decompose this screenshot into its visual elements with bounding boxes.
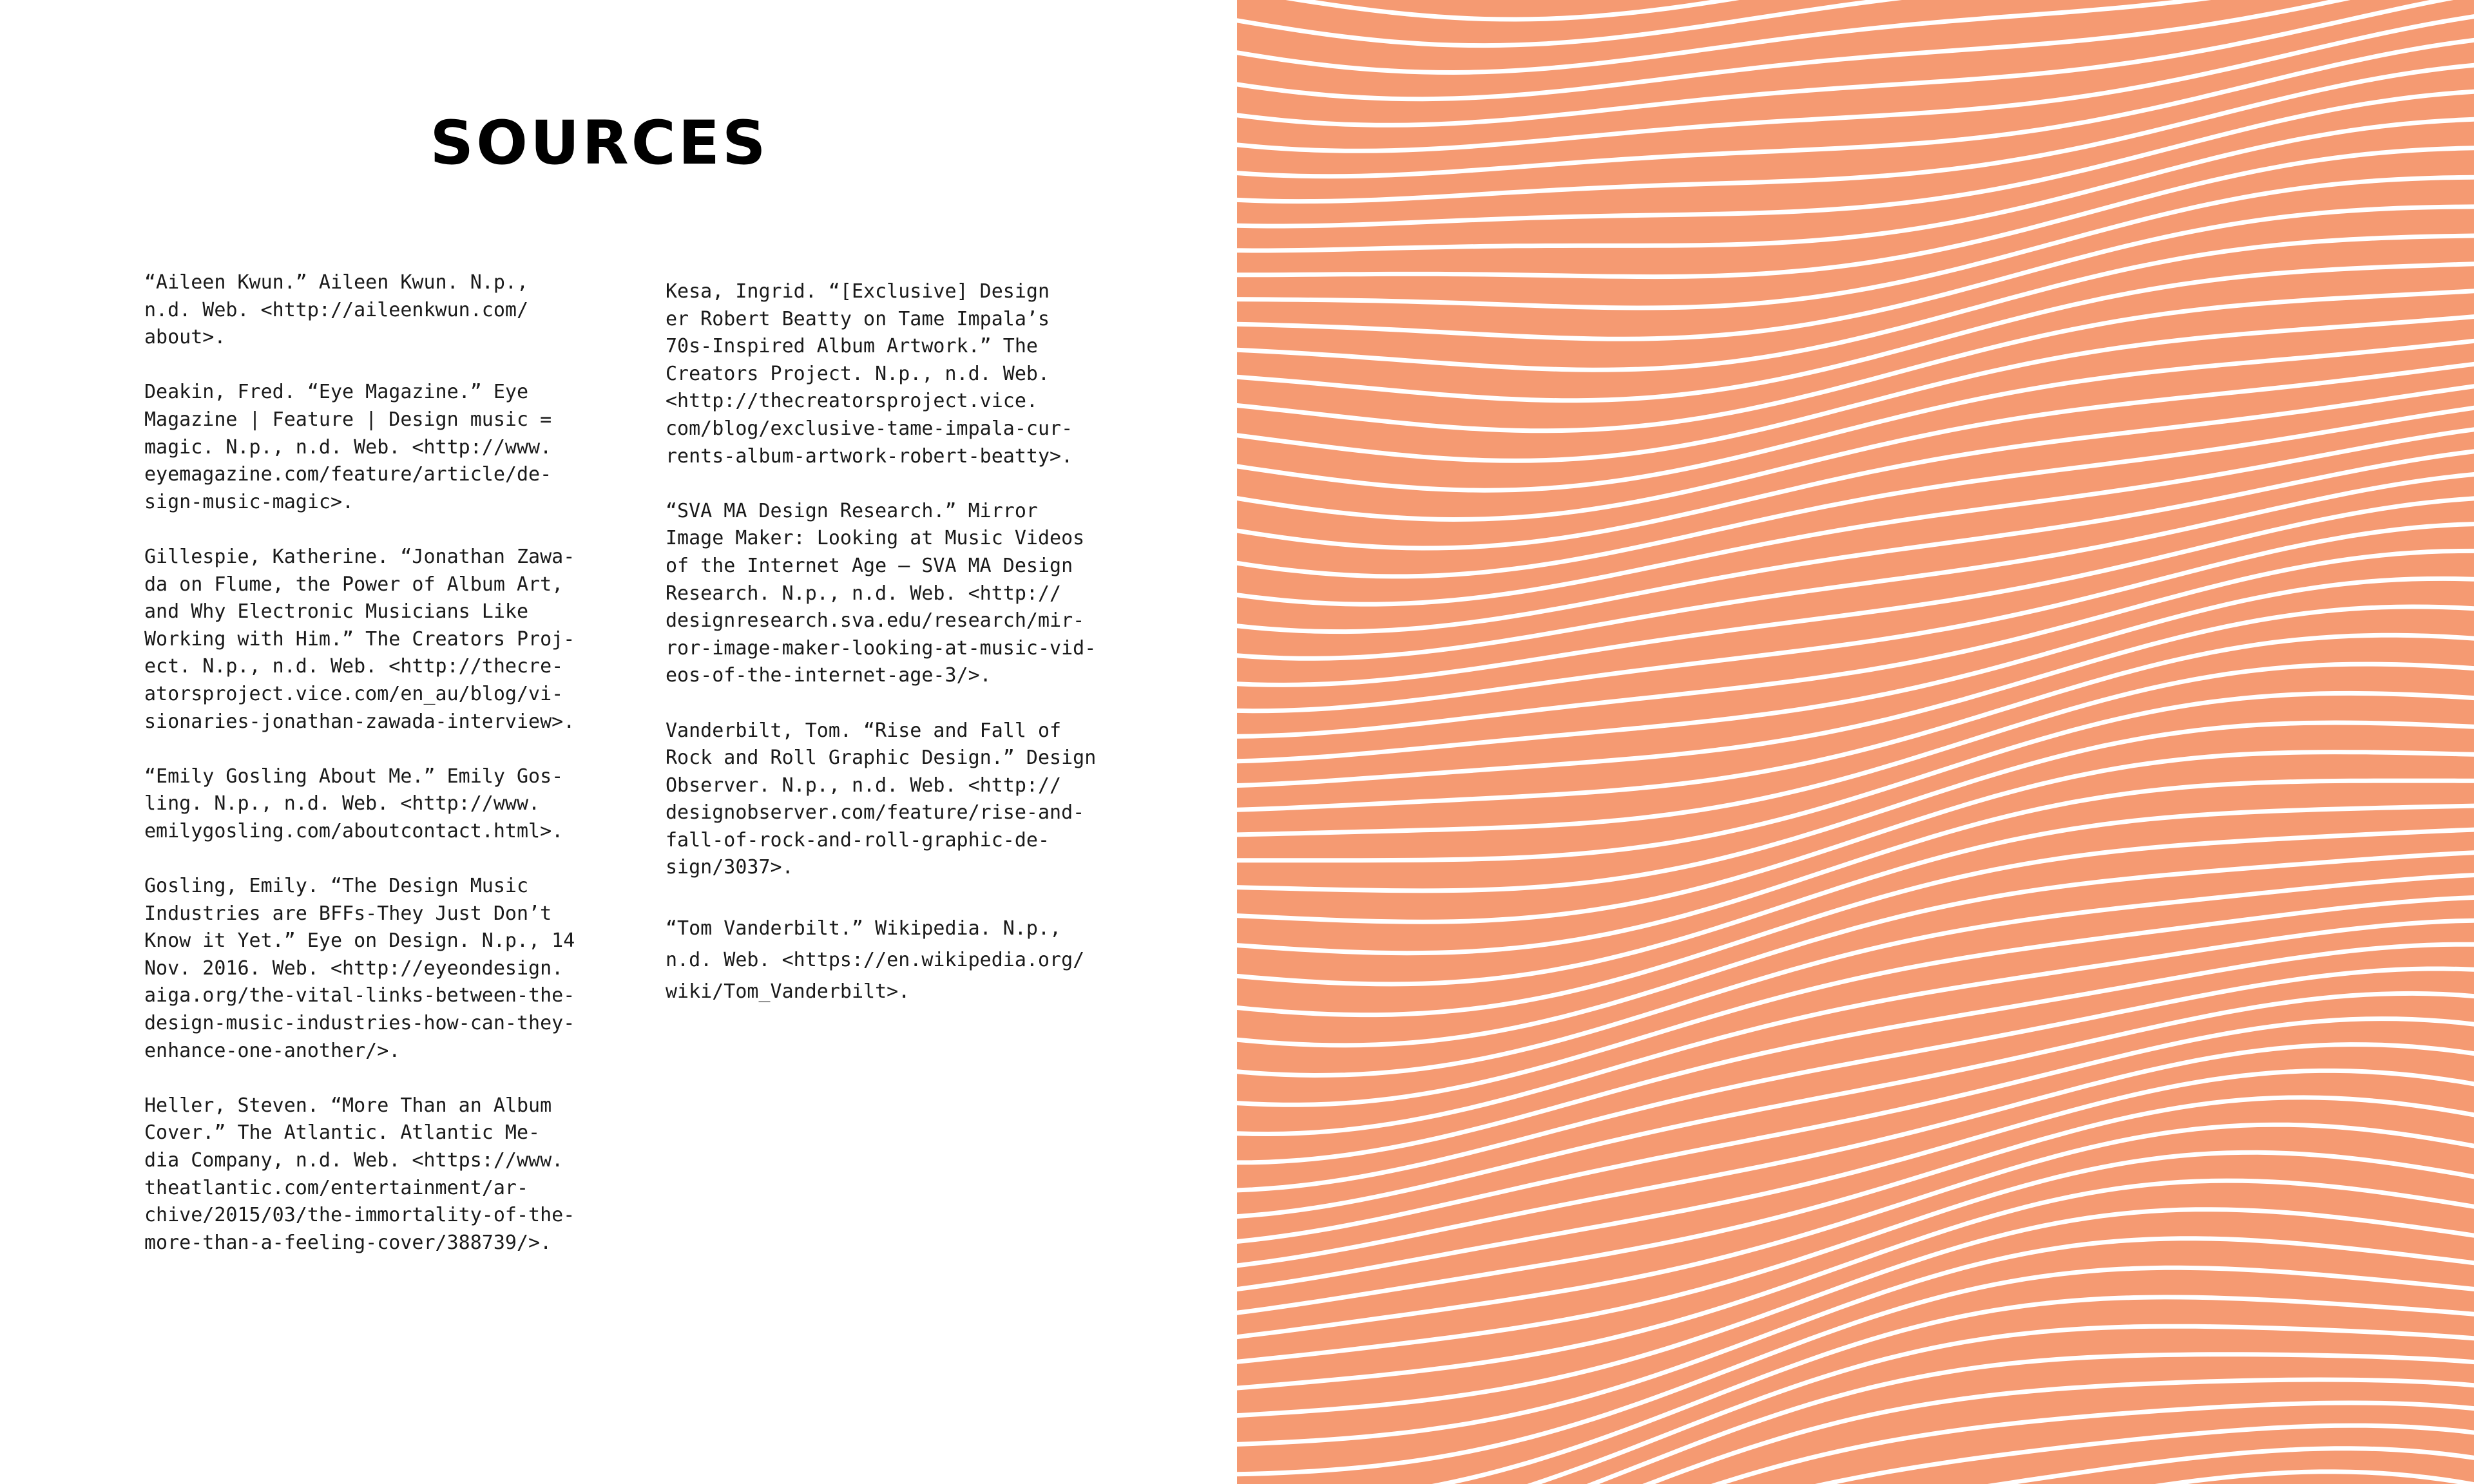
sources-column-right	[666, 278, 1142, 1035]
wave-lines-artwork	[1237, 0, 2474, 1484]
citation-gillespie-katherine: Gillespie, Katherine. “Jonathan Zawa- da on Flume, the Power of Album Art, and Why Electronic Musicians Like Working with Him.” The Creators Proj- ect. N.p., n.d. Web. <http://thecre- atorsproject.vice.com/en_au/blog/vi- sionaries-jonathan-zawada-interview>.	[144, 545, 575, 733]
citation-kesa-ingrid: Kesa, Ingrid. “[Exclusive] Design er Robert Beatty on Tame Impala’s 70s-Inspired Album Artwork.” The Creators Project. N.p., n.d. Web. <http://thecreatorsproject.vice. com/blog/exclusive-tame-impala-cur- rents-album-artwork-robert-beatty>.	[666, 280, 1073, 468]
citation-deakin-fred: Deakin, Fred. “Eye Magazine.” Eye Magazine | Feature | Design music = magic. N.p., n.d. Web. <http://www. eyemagazine.com/feature/article/de- sign-music-magic>.	[144, 381, 552, 513]
citation-gosling-emily: Gosling, Emily. “The Design Music Industries are BFFs-They Just Don’t Know it Yet.” Eye on Design. N.p., 14 Nov. 2016. Web. <http://eyeondesign. aiga.org/the-vital-links-between-the- design-music-industries-how-can-they- enhance-one-another/>.	[144, 875, 575, 1062]
wave-artwork-panel	[1237, 0, 2474, 1484]
citation-vanderbilt-tom: Vanderbilt, Tom. “Rise and Fall of Rock and Roll Graphic Design.” Design Observer. N.p., n.d. Web. <http:// designobserver.com/feature/rise-and- fall-of-rock-and-roll-graphic-de- sign/3037>.	[666, 719, 1097, 879]
citation-heller-steven: Heller, Steven. “More Than an Album Cover.” The Atlantic. Atlantic Me- dia Company, n.d. Web. <https://www. theatlantic.com/entertainment/ar- chive/2015/03/the-immortality-of-the- more-than-a-feeling-cover/388739/>.	[144, 1094, 575, 1254]
sources-column-left	[144, 269, 621, 1284]
citation-aileen-kwun: “Aileen Kwun.” Aileen Kwun. N.p., n.d. Web. <http://aileenkwun.com/ about>.	[144, 271, 529, 349]
citation-tom-vanderbilt-wikipedia: “Tom Vanderbilt.” Wikipedia. N.p., n.d. Web. <https://en.wikipedia.org/ wiki/Tom_Vanderbilt>.	[666, 917, 1085, 1004]
page-title: SOURCES	[430, 108, 769, 178]
citation-emily-gosling-about: “Emily Gosling About Me.” Emily Gos- ling. N.p., n.d. Web. <http://www. emilygosling.com/aboutcontact.html>.	[144, 765, 564, 842]
citation-sva-ma-design-research: “SVA MA Design Research.” Mirror Image Maker: Looking at Music Videos of the Internet Age – SVA MA Design Research. N.p., n.d. Web. <http:// designresearch.sva.edu/research/mir- ror-image-maker-looking-at-music-vid- eos-of-the-internet-age-3/>.	[666, 499, 1097, 687]
